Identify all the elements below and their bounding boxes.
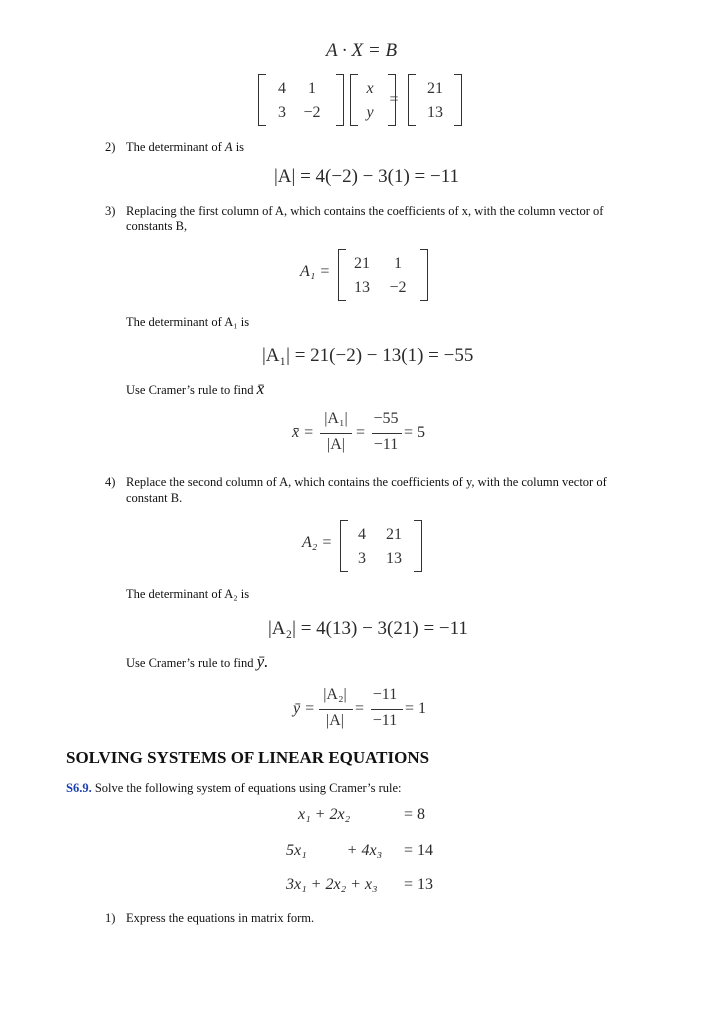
equals-sign: =: [355, 700, 365, 717]
system-eq-3-lhs: 3x₁ + 2x₂ + x₃: [286, 876, 378, 893]
fraction-denominator: |A|: [326, 712, 344, 729]
system-eq-2-lhs: 5x₁ + 4x₃: [286, 842, 383, 859]
step-3-det-text: The determinant of A₁ is: [126, 315, 250, 329]
fraction-bar: [372, 433, 402, 434]
step-1-number: 1): [105, 911, 116, 925]
matrix-cell: 1: [308, 80, 316, 97]
determinant-a2-equation: |A₂| = 4(13) − 3(21) = −11: [268, 618, 468, 639]
equation-ax-b: A · X = B: [326, 40, 398, 61]
fraction-x: [292, 408, 442, 460]
fraction-result: = 1: [405, 700, 427, 717]
matrix-cell: 4: [278, 80, 286, 97]
step-3-rule-text: Use Cramer’s rule to find x̄: [126, 379, 265, 398]
system-eq-1-lhs: x₁ + 2x₂: [298, 806, 351, 823]
equals-sign: =: [389, 91, 399, 108]
step-1-text: Express the equations in matrix form.: [126, 911, 315, 925]
system-eq-3-rhs: = 13: [404, 876, 434, 893]
bracket-right: [454, 74, 462, 126]
step-4-rule-text: Use Cramer’s rule to find ȳ.: [126, 652, 269, 671]
matrix-cell: −2: [389, 279, 407, 296]
matrix-label: A₁ =: [300, 263, 331, 280]
matrix-cell: 3: [278, 104, 286, 121]
step-2-number: 2): [105, 140, 116, 154]
matrix-cell: y: [366, 104, 374, 121]
matrix-a2: [302, 518, 432, 574]
fraction-denominator: |A|: [327, 436, 345, 453]
step-3-line-2: constants B,: [126, 219, 188, 233]
fraction-lhs: x̄ =: [292, 424, 314, 441]
step-4-line-2: constant B.: [126, 491, 183, 505]
bracket-right: [414, 520, 422, 572]
fraction-numerator: |A₁|: [324, 410, 348, 427]
fraction-bar: [319, 709, 353, 710]
step-4-number: 4): [105, 475, 116, 489]
system-eq-1-rhs: = 8: [404, 806, 426, 823]
problem-id: S6.9.: [66, 781, 92, 795]
matrix-cell: 1: [394, 255, 402, 272]
matrix-cell: 13: [354, 279, 370, 296]
matrix-cell: 13: [427, 104, 443, 121]
determinant-a-equation: |A| = 4(−2) − 3(1) = −11: [274, 166, 460, 187]
determinant-a1-equation: |A₁| = 21(−2) − 13(1) = −55: [262, 345, 474, 366]
fraction-bar: [371, 709, 403, 710]
bracket-right: [420, 249, 428, 301]
section-heading: SOLVING SYSTEMS OF LINEAR EQUATIONS: [66, 748, 430, 767]
equals-sign: =: [356, 424, 366, 441]
matrix-cell: 4: [358, 526, 366, 543]
matrix-cell: 13: [386, 550, 402, 567]
bracket-right: [336, 74, 344, 126]
matrix-cell: −2: [303, 104, 321, 121]
step-3-line-1: Replacing the first column of A, which contains the coefficients of x, with the column vector of: [126, 204, 604, 218]
matrix-label: A₂ =: [302, 534, 333, 551]
system-eq-2-rhs: = 14: [404, 842, 434, 859]
fraction-numerator: −11: [372, 686, 398, 703]
fraction-bar: [320, 433, 352, 434]
fraction-denominator: −11: [372, 712, 398, 729]
matrix-cell: 21: [354, 255, 370, 272]
step-2-text: The determinant of A is: [126, 140, 245, 154]
fraction-result: = 5: [404, 424, 426, 441]
fraction-denominator: −11: [373, 436, 399, 453]
fraction-numerator: |A₂|: [323, 686, 347, 703]
matrix-cell: 21: [386, 526, 402, 543]
fraction-numerator: −55: [373, 410, 399, 427]
matrix-cell: 21: [427, 80, 443, 97]
step-4-det-text: The determinant of A₂ is: [126, 587, 250, 601]
problem-statement: S6.9. Solve the following system of equations using Cramer’s rule:: [66, 781, 402, 795]
matrix-equation: [258, 74, 468, 126]
fraction-y: [293, 684, 443, 736]
step-3-number: 3): [105, 204, 116, 218]
step-4-line-1: Replace the second column of A, which contains the coefficients of y, with the column vector of: [126, 475, 607, 489]
matrix-cell: x: [366, 80, 374, 97]
matrix-cell: 3: [358, 550, 366, 567]
matrix-a1: [300, 247, 440, 303]
bracket-left: [408, 74, 416, 126]
fraction-lhs: ȳ =: [293, 700, 315, 717]
